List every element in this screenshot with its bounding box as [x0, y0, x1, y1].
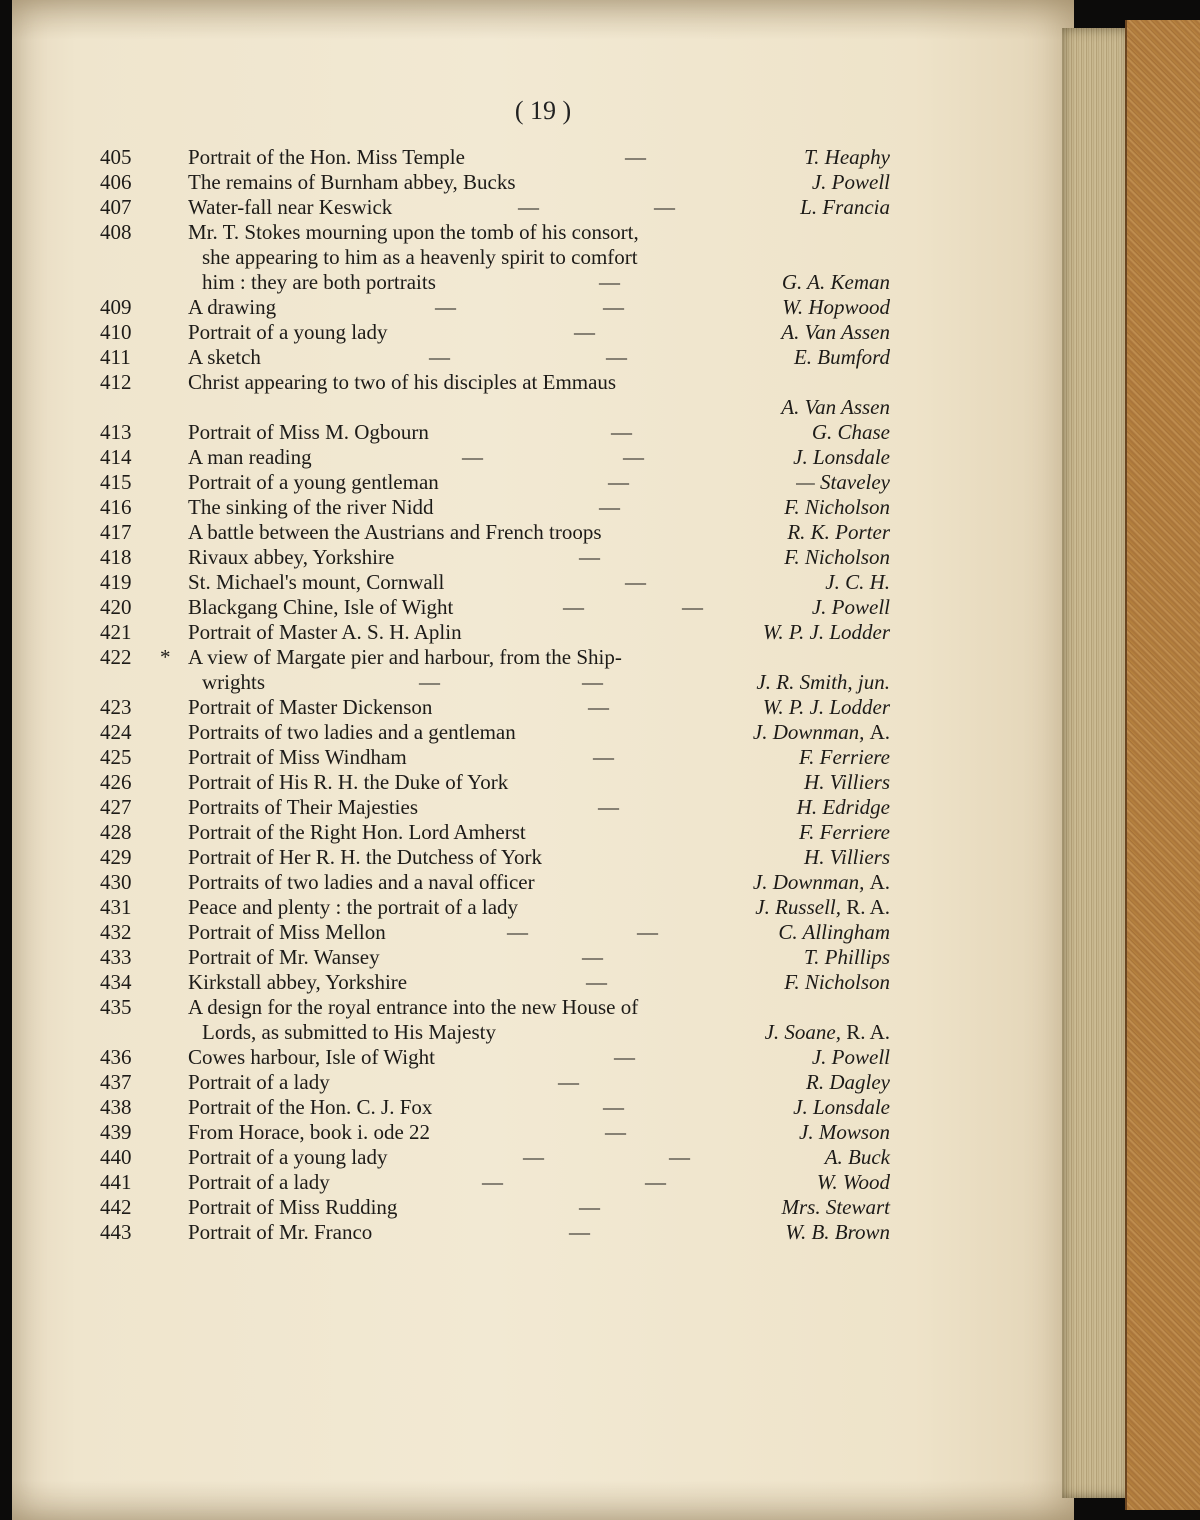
artist-name: L. Francia [800, 195, 890, 219]
artist-name: H. Edridge [796, 795, 890, 819]
entry-artist [793, 445, 890, 470]
leader-dash: — [523, 1145, 544, 1169]
catalogue-entry [100, 470, 890, 495]
book-page [12, 0, 1074, 1520]
catalogue-entry [100, 495, 890, 520]
artist-name: F. Ferriere [799, 820, 890, 844]
entry-title: Blackgang Chine, Isle of Wight [188, 595, 454, 619]
catalogue-entry [100, 1170, 890, 1195]
artist-name: R. Dagley [806, 1070, 890, 1094]
entry-artist [782, 270, 890, 295]
artist-name: G. Chase [811, 420, 890, 444]
catalogue-entry [100, 1145, 890, 1170]
page-number-header: ( 19 ) [514, 96, 572, 125]
artist-name: J. Mowson [799, 1120, 890, 1144]
entry-title: she appearing to him as a heavenly spirit to comfort [202, 245, 638, 269]
leader-dash: — [574, 320, 595, 344]
entry-title: Portrait of Her R. H. the Dutchess of York [188, 845, 543, 869]
entry-number: 411 [100, 345, 131, 369]
entry-artist [763, 620, 890, 645]
entry-number: 422 [100, 645, 132, 669]
entry-number: 412 [100, 370, 132, 394]
entry-title: Lords, as submitted to His Majesty [202, 1020, 496, 1044]
entry-title: St. Michael's mount, Cornwall [188, 570, 445, 594]
leader-dash: — [563, 595, 584, 619]
entry-title: Portrait of Mr. Wansey [188, 945, 380, 969]
entry-title: wrights [202, 670, 265, 694]
entry-number: 424 [100, 720, 132, 744]
entry-artist [782, 295, 890, 320]
catalogue-entry [100, 1095, 890, 1120]
entry-number: 419 [100, 570, 132, 594]
artist-name: T. Phillips [804, 945, 890, 969]
catalogue-entry [100, 770, 890, 795]
entry-number: 407 [100, 195, 132, 219]
entry-title: Portrait of Miss Rudding [188, 1195, 398, 1219]
entry-number: 423 [100, 695, 132, 719]
artist-name: J. Powell [811, 170, 890, 194]
leader-dash: — [482, 1170, 503, 1194]
artist-name: J. Powell [811, 595, 890, 619]
entry-title: Portrait of Miss Windham [188, 745, 407, 769]
artist-name: F. Nicholson [784, 495, 890, 519]
leader-dash: — [637, 920, 658, 944]
catalogue-entry [100, 820, 890, 845]
entry-number: 433 [100, 945, 132, 969]
entry-title: Portrait of Mr. Franco [188, 1220, 373, 1244]
entry-number: 421 [100, 620, 132, 644]
artist-name: J. R. Smith, jun. [756, 670, 890, 694]
leader-dash: — [654, 195, 675, 219]
artist-name: W. Hopwood [782, 295, 890, 319]
entry-artist [765, 1020, 890, 1045]
book-cover-cloth [1125, 20, 1200, 1510]
artist-name: G. A. Keman [781, 270, 890, 294]
catalogue-entry [100, 720, 890, 745]
entry-title: Cowes harbour, Isle of Wight [188, 1045, 435, 1069]
entry-title: A design for the royal entrance into the new House of [188, 995, 639, 1019]
artist-honour: R. A. [846, 895, 890, 919]
catalogue-entry [100, 395, 890, 420]
catalogue-entry [100, 595, 890, 620]
entry-artist [804, 770, 890, 795]
entry-title: A drawing [188, 295, 277, 319]
entry-number: 415 [100, 470, 132, 494]
entry-artist [796, 470, 890, 495]
leader-dash: — [579, 545, 600, 569]
entry-number: 436 [100, 1045, 132, 1069]
entry-title: Portrait of the Hon. C. J. Fox [188, 1095, 433, 1119]
entry-artist [812, 420, 890, 445]
entry-artist [825, 570, 890, 595]
entry-artist [799, 745, 890, 770]
artist-name: J. Lonsdale [793, 1095, 890, 1119]
entry-number: 413 [100, 420, 132, 444]
entry-number: 425 [100, 745, 132, 769]
entry-title: him : they are both portraits [202, 270, 436, 294]
artist-name: W. Wood [816, 1170, 890, 1194]
catalogue-entry [100, 445, 890, 470]
catalogue-entry [100, 1020, 890, 1045]
artist-name: A. Van Assen [781, 395, 890, 419]
catalogue-entry [100, 270, 890, 295]
leader-dash: — [593, 745, 614, 769]
entry-title: Kirkstall abbey, Yorkshire [188, 970, 408, 994]
catalogue-entry [100, 1195, 890, 1220]
artist-name: T. Heaphy [804, 145, 890, 169]
entry-artist [781, 1195, 890, 1220]
entry-title: Portrait of Miss M. Ogbourn [188, 420, 429, 444]
catalogue-entry [100, 545, 890, 570]
catalogue-entry [100, 345, 890, 370]
entry-artist [784, 545, 890, 570]
entry-number: 440 [100, 1145, 132, 1169]
entry-artist [756, 670, 890, 695]
entry-title: A battle between the Austrians and French troops [188, 520, 602, 544]
entry-number: 437 [100, 1070, 132, 1094]
entry-title: Portraits of two ladies and a naval officer [188, 870, 535, 894]
artist-name: J. Soane, [764, 1020, 841, 1044]
entry-title: A view of Margate pier and harbour, from the Ship- [188, 645, 622, 669]
entry-title: Portrait of the Right Hon. Lord Amherst [188, 820, 526, 844]
entry-title: The sinking of the river Nidd [188, 495, 434, 519]
entry-artist [812, 595, 890, 620]
artist-name: W. P. J. Lodder [762, 695, 890, 719]
leader-dash: — [605, 1120, 626, 1144]
entry-artist [781, 395, 890, 420]
artist-name: — Staveley [796, 470, 890, 494]
entry-number: 426 [100, 770, 132, 794]
entry-artist [799, 820, 890, 845]
catalogue-entry [100, 745, 890, 770]
entry-number: 405 [100, 145, 132, 169]
entry-title: Portrait of Miss Mellon [188, 920, 386, 944]
entry-artist [812, 170, 890, 195]
exhibition-catalogue-list [100, 145, 890, 1245]
catalogue-entry [100, 1220, 890, 1245]
entry-number: 414 [100, 445, 132, 469]
catalogue-entry [100, 245, 890, 270]
artist-name: J. C. H. [825, 570, 890, 594]
catalogue-entry [100, 995, 890, 1020]
catalogue-entry [100, 845, 890, 870]
entry-artist [778, 920, 890, 945]
artist-honour: A. [869, 720, 890, 744]
catalogue-entry [100, 795, 890, 820]
artist-name: A. Buck [824, 1145, 890, 1169]
entry-artist [781, 320, 890, 345]
leader-dash: — [429, 345, 450, 369]
leader-dash: — [558, 1070, 579, 1094]
leader-dash: — [518, 195, 539, 219]
entry-title: Rivaux abbey, Yorkshire [188, 545, 395, 569]
entry-number: 438 [100, 1095, 132, 1119]
entry-title: Christ appearing to two of his disciples at Emmaus [188, 370, 617, 394]
entry-title: Portrait of Master Dickenson [188, 695, 433, 719]
entry-title: The remains of Burnham abbey, Bucks [188, 170, 516, 194]
entry-title: Portraits of two ladies and a gentleman [188, 720, 516, 744]
artist-name: A. Van Assen [781, 320, 890, 344]
leader-dash: — [582, 945, 603, 969]
entry-number: 439 [100, 1120, 132, 1144]
entry-artist [753, 870, 890, 895]
leader-dash: — [588, 695, 609, 719]
artist-name: W. B. Brown [785, 1220, 890, 1244]
entry-title: A man reading [188, 445, 312, 469]
entry-number: 442 [100, 1195, 132, 1219]
entry-artist [763, 695, 890, 720]
leader-dash: — [569, 1220, 590, 1244]
artist-name: E. Bumford [793, 345, 890, 369]
leader-dash: — [682, 595, 703, 619]
entry-artist [804, 845, 890, 870]
catalogue-entry [100, 320, 890, 345]
artist-name: C. Allingham [778, 920, 890, 944]
leader-dash: — [598, 795, 619, 819]
entry-number: 427 [100, 795, 132, 819]
artist-name: H. Villiers [804, 770, 890, 794]
artist-honour: R. A. [846, 1020, 890, 1044]
catalogue-entry [100, 195, 890, 220]
catalogue-entry [100, 1120, 890, 1145]
artist-name: J. Lonsdale [793, 445, 890, 469]
leader-dash: — [625, 570, 646, 594]
leader-dash: — [435, 295, 456, 319]
leader-dash: — [611, 420, 632, 444]
catalogue-entry [100, 945, 890, 970]
entry-artist [784, 970, 890, 995]
entry-artist [793, 1095, 890, 1120]
catalogue-entry [100, 520, 890, 545]
artist-name: F. Ferriere [799, 745, 890, 769]
entry-artist [799, 1120, 890, 1145]
artist-name: F. Nicholson [784, 545, 890, 569]
catalogue-entry [100, 970, 890, 995]
entry-number: 435 [100, 995, 132, 1019]
artist-name: H. Villiers [804, 845, 890, 869]
entry-number: 409 [100, 295, 132, 319]
leader-dash: — [599, 495, 620, 519]
entry-number: 431 [100, 895, 132, 919]
entry-title: Portrait of a lady [188, 1070, 330, 1094]
leader-dash: — [603, 1095, 624, 1119]
entry-number: 408 [100, 220, 132, 244]
artist-name: J. Downman, [752, 720, 865, 744]
leader-dash: — [507, 920, 528, 944]
artist-name: J. Downman, [752, 870, 865, 894]
entry-number: 432 [100, 920, 132, 944]
entry-title: A sketch [188, 345, 261, 369]
catalogue-entry [100, 220, 890, 245]
catalogue-entry [100, 1070, 890, 1095]
artist-name: W. P. J. Lodder [762, 620, 890, 644]
entry-title: Mr. T. Stokes mourning upon the tomb of his consort, [188, 220, 639, 244]
catalogue-entry [100, 295, 890, 320]
entry-artist [784, 495, 890, 520]
leader-dash: — [608, 470, 629, 494]
entry-number: 429 [100, 845, 132, 869]
entry-number: 443 [100, 1220, 132, 1244]
catalogue-entry [100, 895, 890, 920]
catalogue-entry [100, 695, 890, 720]
entry-title: Peace and plenty : the portrait of a lady [188, 895, 519, 919]
leader-dash: — [614, 1045, 635, 1069]
entry-title: Portraits of Their Majesties [188, 795, 418, 819]
entry-artist [785, 1220, 890, 1245]
entry-number: 434 [100, 970, 132, 994]
entry-artist [825, 1145, 890, 1170]
entry-title: Portrait of a young lady [188, 1145, 388, 1169]
entry-number: 410 [100, 320, 132, 344]
artist-name: Mrs. Stewart [781, 1195, 890, 1219]
entry-number: 441 [100, 1170, 132, 1194]
artist-name: J. Powell [811, 1045, 890, 1069]
entry-title: Portrait of a young gentleman [188, 470, 439, 494]
leader-dash: — [419, 670, 440, 694]
entry-title: Water-fall near Keswick [188, 195, 393, 219]
entry-number: 420 [100, 595, 132, 619]
catalogue-entry [100, 645, 890, 670]
entry-number: 406 [100, 170, 132, 194]
entry-asterisk: * [160, 645, 171, 669]
entry-artist [787, 520, 890, 545]
entry-title: Portrait of the Hon. Miss Temple [188, 145, 465, 169]
entry-number: 417 [100, 520, 132, 544]
artist-honour: A. [869, 870, 890, 894]
entry-artist [755, 895, 890, 920]
page-edges [1062, 28, 1132, 1498]
entry-title: Portrait of Master A. S. H. Aplin [188, 620, 462, 644]
leader-dash: — [645, 1170, 666, 1194]
artist-name: R. K. Porter [787, 520, 890, 544]
leader-dash: — [603, 295, 624, 319]
entry-number: 416 [100, 495, 132, 519]
entry-title: From Horace, book i. ode 22 [188, 1120, 431, 1144]
artist-name: J. Russell, [755, 895, 841, 919]
entry-title: Portrait of His R. H. the Duke of York [188, 770, 509, 794]
leader-dash: — [579, 1195, 600, 1219]
artist-name: F. Nicholson [784, 970, 890, 994]
catalogue-entry [100, 370, 890, 395]
catalogue-entry [100, 870, 890, 895]
entry-artist [812, 1045, 890, 1070]
catalogue-entry [100, 1045, 890, 1070]
entry-artist [753, 720, 890, 745]
leader-dash: — [586, 970, 607, 994]
leader-dash: — [599, 270, 620, 294]
entry-artist [797, 795, 890, 820]
entry-number: 430 [100, 870, 132, 894]
entry-artist [804, 145, 890, 170]
entry-artist [794, 345, 890, 370]
entry-artist [806, 1070, 890, 1095]
entry-title: Portrait of a young lady [188, 320, 388, 344]
catalogue-entry [100, 620, 890, 645]
entry-title: Portrait of a lady [188, 1170, 330, 1194]
leader-dash: — [625, 145, 646, 169]
leader-dash: — [606, 345, 627, 369]
entry-number: 418 [100, 545, 132, 569]
catalogue-entry [100, 170, 890, 195]
catalogue-entry [100, 920, 890, 945]
entry-artist [800, 195, 890, 220]
catalogue-entry [100, 145, 890, 170]
catalogue-entry [100, 420, 890, 445]
entry-artist [804, 945, 890, 970]
entry-artist [817, 1170, 890, 1195]
leader-dash: — [462, 445, 483, 469]
leader-dash: — [669, 1145, 690, 1169]
entry-number: 428 [100, 820, 132, 844]
leader-dash: — [582, 670, 603, 694]
leader-dash: — [623, 445, 644, 469]
catalogue-entry [100, 670, 890, 695]
catalogue-entry [100, 570, 890, 595]
